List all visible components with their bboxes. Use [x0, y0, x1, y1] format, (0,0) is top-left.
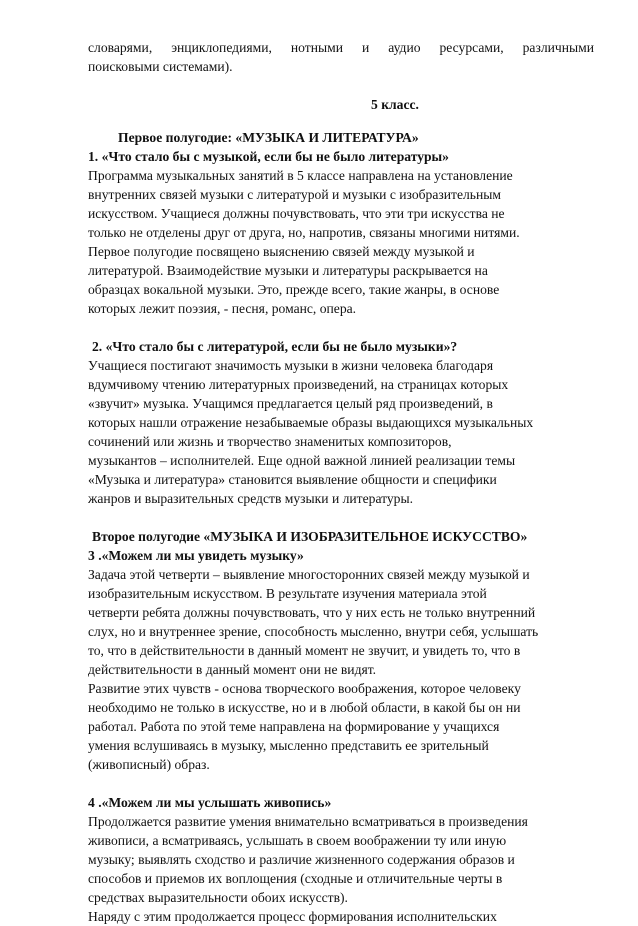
- topic2-line: «звучит» музыка. Учащимся предлагается целый ряд произведений, в: [88, 395, 493, 411]
- topic1-title: 1. «Что стало бы с музыкой, если бы не было литературы»: [88, 148, 449, 164]
- topic1-line: образцах вокальной музыки. Это, прежде всего, такие жанры, в основе: [88, 281, 500, 297]
- topic3-line: изобразительным искусством. В результате изучения материала этой: [88, 585, 487, 601]
- document-page: [88, 38, 594, 926]
- topic2-line: жанров и выразительных средств музыки и литературы.: [88, 490, 414, 506]
- topic3-body: [88, 565, 594, 774]
- topic4-body: [88, 812, 594, 926]
- half1-title: Первое полугодие: «МУЗЫКА И ЛИТЕРАТУРА»: [118, 129, 419, 145]
- topic3-line: действительности в данный момент они не видят.: [88, 661, 377, 677]
- topic3-line: (живописный) образ.: [88, 756, 210, 772]
- topic1-line: искусством. Учащиеся должны почувствовать, что эти три искусства не: [88, 205, 505, 221]
- topic1-body: [88, 166, 594, 318]
- topic3-line: слух, но и внутреннее зрение, способность мысленно, внутри себя, услышать: [88, 623, 539, 639]
- paragraph-gap: [88, 318, 594, 337]
- topic3-line: Развитие этих чувств - основа творческого воображения, которое человеку: [88, 680, 521, 696]
- topic2-line: сочинений или жизнь и творчество знаменитых композиторов,: [88, 433, 452, 449]
- grade-heading: 5 класс.: [371, 97, 419, 112]
- topic2-body: [88, 356, 594, 508]
- topic2-line: Учащиеся постигают значимость музыки в жизни человека благодаря: [88, 357, 494, 373]
- topic4-line: способов и приемов их воплощения (сходные и отличительные черты в: [88, 870, 503, 886]
- topic1-line: внутренних связей музыки с литературой и музыки с изобразительным: [88, 186, 502, 202]
- topic1-line: Программа музыкальных занятий в 5 классе направлена на установление: [88, 167, 513, 183]
- topic4-line: Наряду с этим продолжается процесс формирования исполнительских: [88, 908, 497, 924]
- topic2-line: «Музыка и литература» становится выявление общности и специфики: [88, 471, 497, 487]
- topic3-line: Задача этой четверти – выявление многосторонних связей между музыкой и: [88, 566, 530, 582]
- topic1-line: только не отделены друг от друга, но, напротив, связаны многими нитями.: [88, 224, 520, 240]
- topic3-line: необходимо не только в искусстве, но и в любой области, в какой бы он ни: [88, 699, 521, 715]
- topic3-title: 3 .«Можем ли мы увидеть музыку»: [88, 547, 304, 563]
- topic4-line: Продолжается развитие умения внимательно всматриваться в произведения: [88, 813, 528, 829]
- topic4-line: средствах выразительности обоих искусств).: [88, 889, 348, 905]
- intro-line-1: словарями, энциклопедиями, нотными и аудио ресурсами, различными: [88, 40, 594, 55]
- topic1-line: которых лежит поэзия, - песня, романс, опера.: [88, 300, 357, 316]
- paragraph-gap: [88, 774, 594, 793]
- topic4-line: живописи, а всматриваясь, услышать в своем воображении ту или иную: [88, 832, 507, 848]
- topic1-line: Первое полугодие посвящено выяснению связей между музыкой и: [88, 243, 475, 259]
- topic3-line: умения вслушиваясь в музыку, мысленно представить ее зрительный: [88, 737, 489, 753]
- topic3-line: четверти ребята должны почувствовать, что у них есть не только внутренний: [88, 604, 536, 620]
- paragraph-gap: [88, 508, 594, 527]
- topic2-line: вдумчивому чтению литературных произведений, на страницах которых: [88, 376, 509, 392]
- topic2-line: которых нашли отражение незабываемые образы выдающихся музыкальных: [88, 414, 534, 430]
- topic2-line: музыкантов – исполнителей. Еще одной важной линией реализации темы: [88, 452, 516, 468]
- topic4-title: 4 .«Можем ли мы услышать живопись»: [88, 794, 332, 810]
- topic3-line: работал. Работа по этой теме направлена на формирование у учащихся: [88, 718, 500, 734]
- topic2-title: 2. «Что стало бы с литературой, если бы не было музыки»?: [92, 338, 458, 354]
- topic4-line: музыку; выявлять сходство и различие жизненного содержания образов и: [88, 851, 515, 867]
- topic1-line: литературой. Взаимодействие музыки и литературы раскрывается на: [88, 262, 488, 278]
- topic3-line: то, что в действительности в данный момент не звучит, и увидеть то, что в: [88, 642, 521, 658]
- intro-line-2: поисковыми системами).: [88, 59, 233, 74]
- half2-title: Второе полугодие «МУЗЫКА И ИЗОБРАЗИТЕЛЬНОЕ ИСКУССТВО»: [92, 528, 528, 544]
